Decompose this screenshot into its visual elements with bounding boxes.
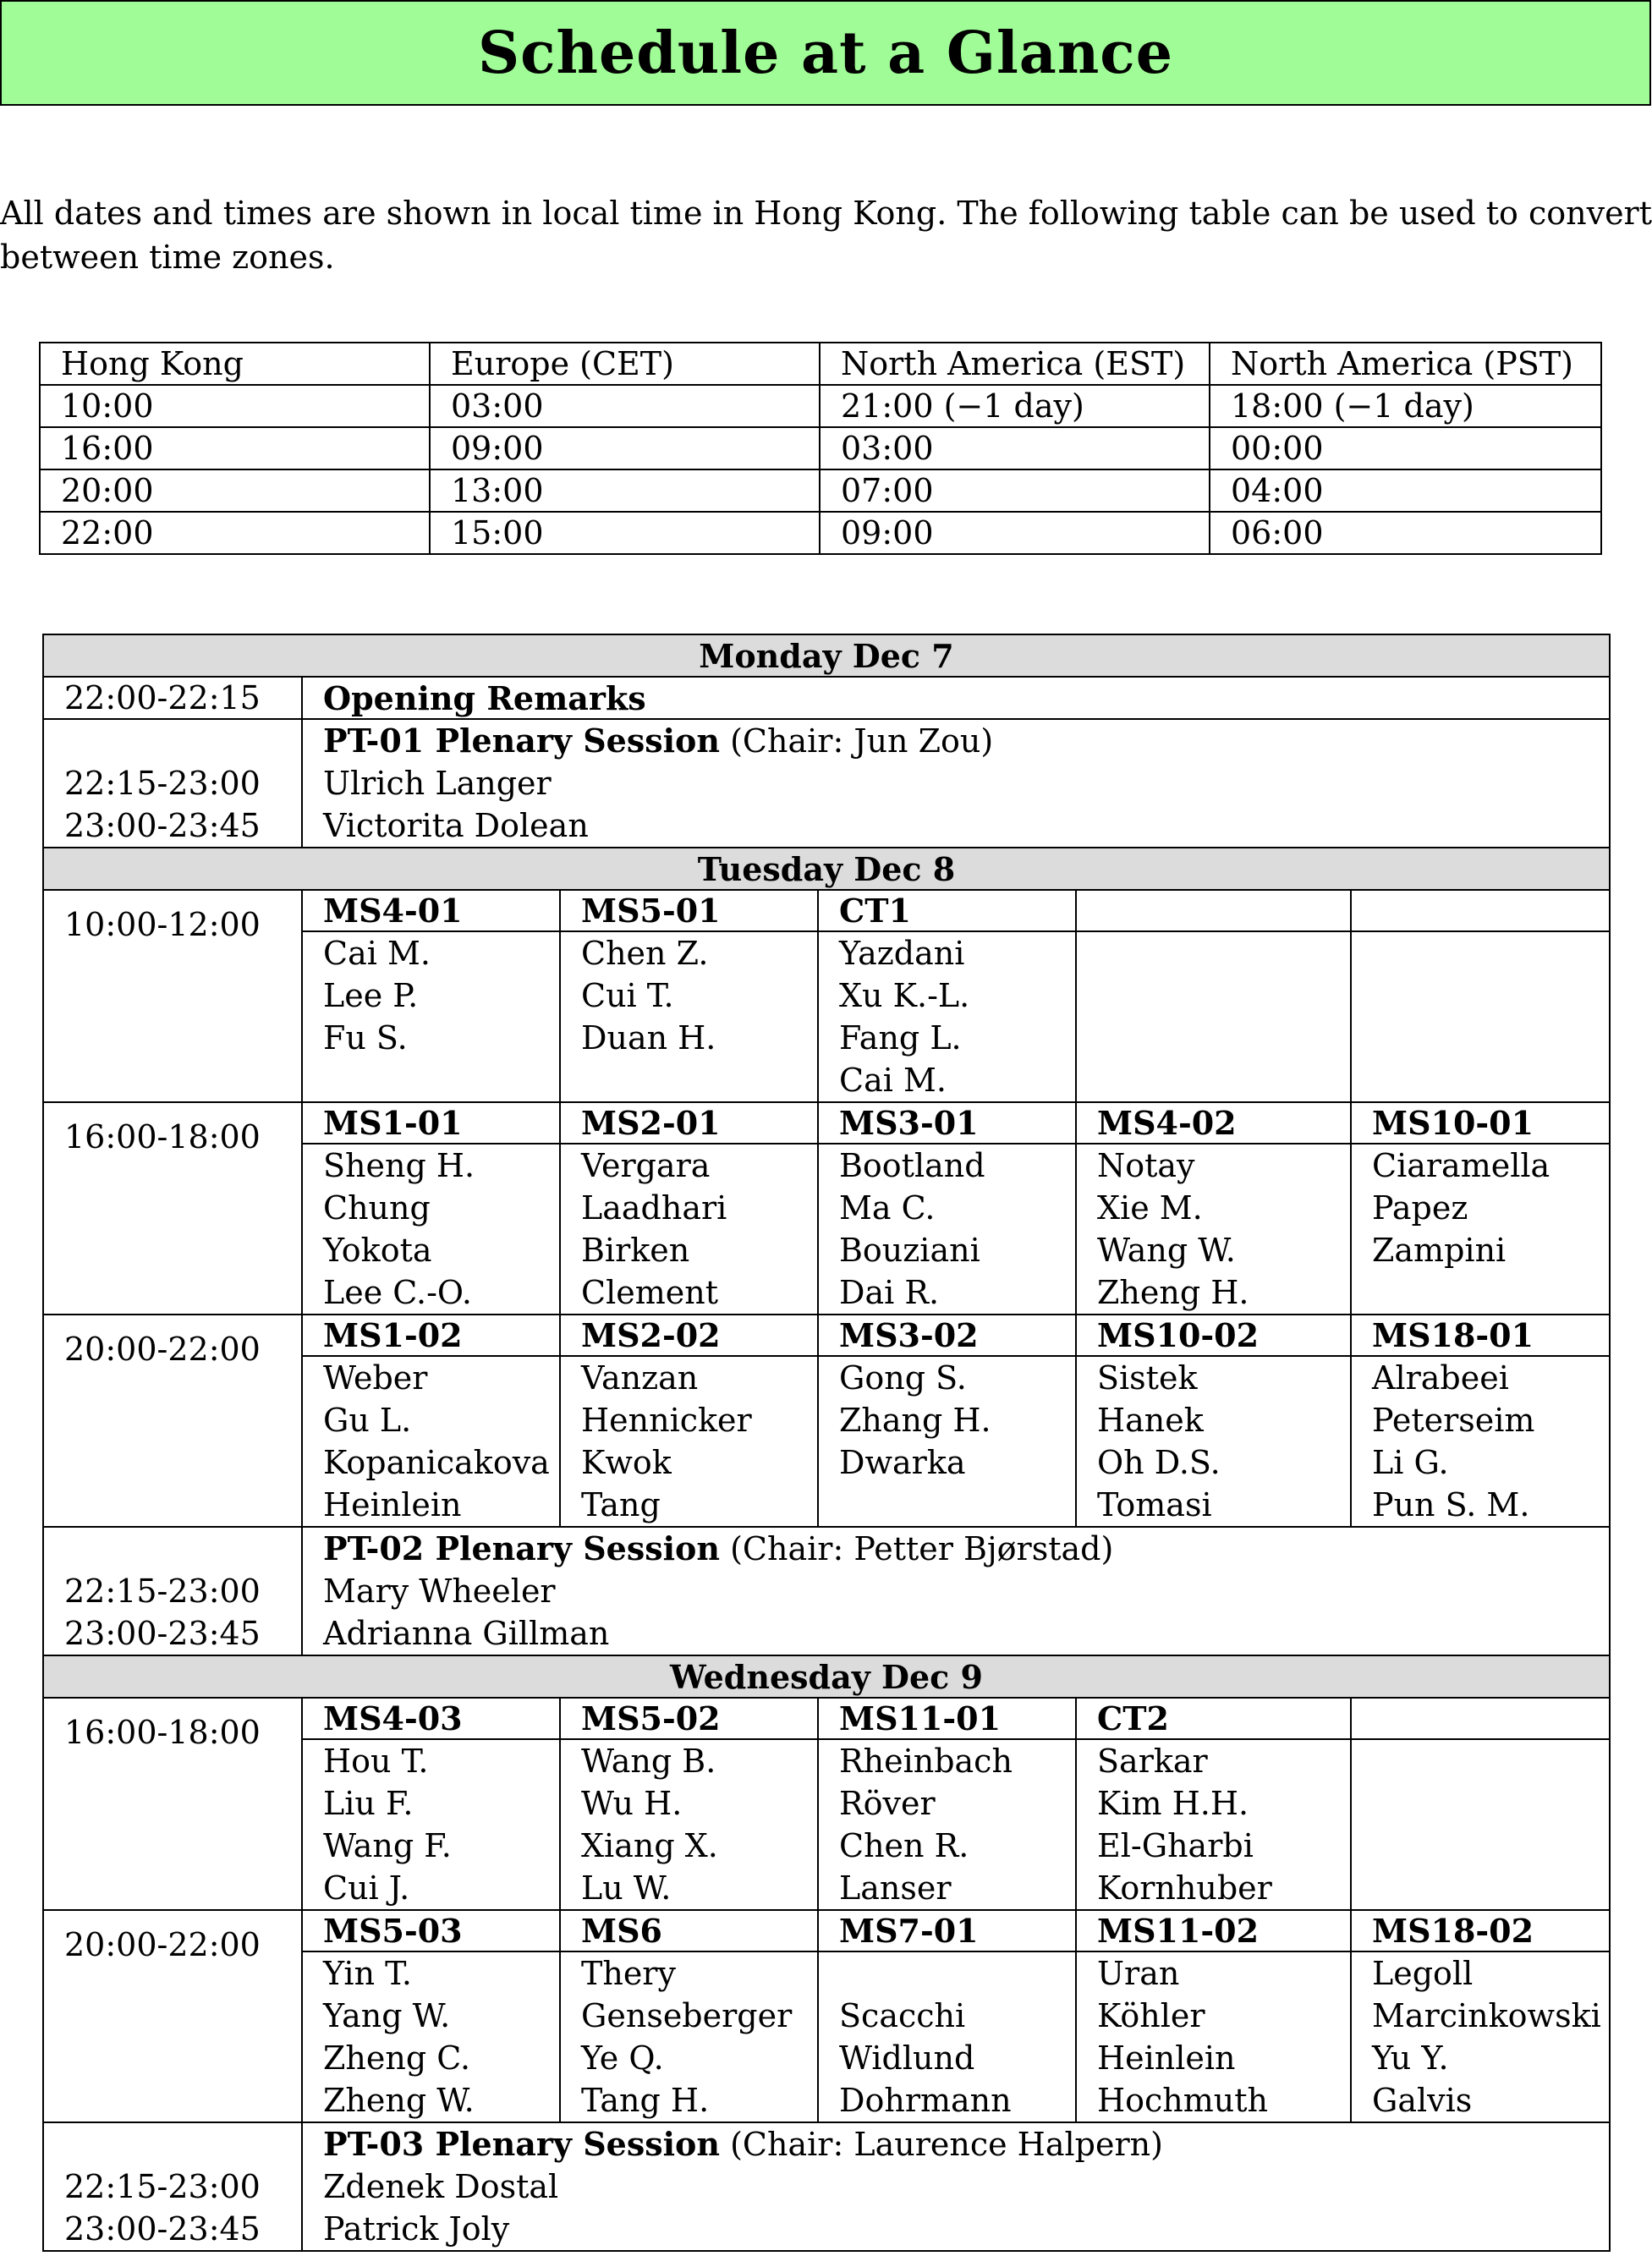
speaker-name: Alrabeei: [1372, 1359, 1509, 1397]
speaker-name: Yu Y.: [1372, 2039, 1449, 2077]
speaker-name: Heinlein: [1097, 2039, 1236, 2077]
speaker-name: Wang B.: [581, 1743, 716, 1780]
session-code: MS1-01: [302, 1102, 560, 1144]
speaker-name: El-Gharbi: [1097, 1827, 1254, 1864]
timezone-cell: 10:00: [40, 385, 430, 427]
speaker-name: Zhang H.: [839, 1402, 991, 1439]
session-time: 20:00-22:00: [43, 1315, 302, 1527]
speaker-name: Kwok: [581, 1444, 672, 1481]
speaker-name: Laadhari: [581, 1189, 727, 1227]
spacer: [64, 2123, 301, 2165]
timezone-cell: 13:00: [430, 469, 820, 512]
session-code: MS1-02: [302, 1315, 560, 1356]
plenary-cell: [302, 1527, 1610, 1655]
speaker-name: Lu W.: [581, 1869, 672, 1907]
speaker-name: Uran: [1097, 1955, 1180, 1992]
speaker-name: Clement: [581, 1274, 718, 1311]
timezone-cell: 09:00: [820, 512, 1210, 554]
day-header-row: [43, 1655, 1610, 1698]
session-speakers: [302, 1144, 560, 1315]
spacer: [64, 720, 301, 762]
session-speakers: [302, 1739, 560, 1910]
session-time: 16:00-18:00: [43, 1698, 302, 1910]
session-code: MS18-02: [1351, 1910, 1610, 1951]
session-speakers: [302, 1356, 560, 1527]
plenary-time-2: 23:00-23:45: [64, 1615, 261, 1652]
plenary-time-1: 22:15-23:00: [64, 765, 261, 802]
plenary-speaker: Victorita Dolean: [323, 807, 589, 844]
intro-paragraph: [0, 191, 1652, 279]
speaker-name: Yang W.: [323, 1997, 451, 2034]
speaker-name: Fang L.: [839, 1019, 962, 1057]
speaker-name: Marcinkowski: [1372, 1997, 1601, 2034]
speaker-name: Vanzan: [581, 1359, 699, 1397]
plenary-cell: [302, 2122, 1610, 2251]
plenary-time-1: 22:15-23:00: [64, 2168, 261, 2205]
session-speakers: [560, 1951, 818, 2122]
plenary-speaker: Adrianna Gillman: [323, 1615, 610, 1652]
plenary-speaker: Ulrich Langer: [323, 765, 552, 802]
speaker-name: Xiang X.: [581, 1827, 718, 1864]
speaker-name: Fu S.: [323, 1019, 408, 1057]
speaker-name: Dai R.: [839, 1274, 940, 1311]
speaker-name: Gong S.: [839, 1359, 967, 1397]
timezone-header-cell: North America (PST): [1210, 343, 1601, 385]
timezone-cell: 15:00: [430, 512, 820, 554]
speaker-name: Wang W.: [1097, 1232, 1236, 1269]
session-speakers: [1351, 1739, 1610, 1910]
plenary-title: [323, 720, 1609, 762]
plenary-time-cell: [43, 2122, 302, 2251]
intro-line-1: All dates and times are shown in local time in Hong Kong. The following table can be used to convert: [0, 195, 1652, 232]
speaker-name: Dwarka: [839, 1444, 966, 1481]
speaker-name: Weber: [323, 1359, 428, 1397]
session-code: CT1: [818, 890, 1076, 931]
session-code-row: [43, 1102, 1610, 1144]
speaker-name: Ma C.: [839, 1189, 936, 1227]
speaker-name: Notay: [1097, 1147, 1195, 1184]
speaker-name: Wu H.: [581, 1785, 683, 1822]
session-speakers: [302, 1951, 560, 2122]
speaker-name: Ciaramella: [1372, 1147, 1550, 1184]
session-code: MS10-02: [1076, 1315, 1351, 1356]
timezone-cell: 09:00: [430, 427, 820, 469]
speaker-name: Kim H.H.: [1097, 1785, 1249, 1822]
timezone-table: [39, 342, 1602, 555]
session-speakers: [818, 1951, 1076, 2122]
speaker-name: Liu F.: [323, 1785, 414, 1822]
speaker-name: Lee P.: [323, 977, 419, 1014]
day-header-row: [43, 848, 1610, 890]
speaker-name: Yin T.: [323, 1955, 412, 1992]
plenary-code: PT-03 Plenary Session: [323, 2125, 721, 2163]
plenary-chair: (Chair: Petter Bjørstad): [720, 1530, 1114, 1567]
speaker-name: Hou T.: [323, 1743, 429, 1780]
session-code-row: [43, 1315, 1610, 1356]
speaker-name: Zheng W.: [323, 2082, 475, 2119]
timezone-row: [40, 427, 1601, 469]
timezone-cell: 00:00: [1210, 427, 1601, 469]
speaker-name: Xu K.-L.: [839, 977, 970, 1014]
plenary-time-2: 23:00-23:45: [64, 807, 261, 844]
timezone-cell: 18:00 (−1 day): [1210, 385, 1601, 427]
speaker-name: Cai M.: [839, 1062, 947, 1099]
session-code: MS11-02: [1076, 1910, 1351, 1951]
session-code-row: [43, 1910, 1610, 1951]
opening-time: 22:00-22:15: [43, 677, 302, 719]
session-code: MS2-02: [560, 1315, 818, 1356]
session-speakers: [1351, 1356, 1610, 1527]
plenary-speaker: Patrick Joly: [323, 2210, 510, 2248]
speaker-name: [839, 1952, 1075, 1995]
spacer: [64, 1528, 301, 1570]
session-code: MS7-01: [818, 1910, 1076, 1951]
speaker-name: Galvis: [1372, 2082, 1473, 2119]
speaker-name: Tang: [581, 1486, 661, 1523]
speaker-name: Röver: [839, 1785, 936, 1822]
session-code: MS3-02: [818, 1315, 1076, 1356]
timezone-header-cell: North America (EST): [820, 343, 1210, 385]
speaker-name: Sarkar: [1097, 1743, 1208, 1780]
timezone-header-row: [40, 343, 1601, 385]
session-code: MS10-01: [1351, 1102, 1610, 1144]
session-speakers: [818, 1144, 1076, 1315]
session-speakers: [1076, 931, 1351, 1102]
session-code: MS4-02: [1076, 1102, 1351, 1144]
speaker-name: Chen Z.: [581, 935, 709, 972]
speaker-name: Vergara: [581, 1147, 711, 1184]
plenary-code: PT-01 Plenary Session: [323, 722, 721, 760]
day-header: Wednesday Dec 9: [43, 1655, 1610, 1698]
speaker-name: Rheinbach: [839, 1743, 1013, 1780]
page-title: Schedule at a Glance: [0, 0, 1651, 106]
timezone-cell: 21:00 (−1 day): [820, 385, 1210, 427]
speaker-name: Kopanicakova: [323, 1444, 550, 1481]
session-speakers: [1076, 1739, 1351, 1910]
session-speakers: [818, 1739, 1076, 1910]
speaker-name: Ye Q.: [581, 2039, 664, 2077]
plenary-row: [43, 2122, 1610, 2251]
schedule-table: [42, 634, 1611, 2252]
speaker-name: Lee C.-O.: [323, 1274, 472, 1311]
speaker-name: Bouziani: [839, 1232, 980, 1269]
session-time: 20:00-22:00: [43, 1910, 302, 2122]
speaker-name: Scacchi: [839, 1997, 966, 2034]
speaker-name: Heinlein: [323, 1486, 462, 1523]
speaker-name: Genseberger: [581, 1997, 793, 2034]
speaker-name: Li G.: [1372, 1444, 1449, 1481]
timezone-header-cell: Europe (CET): [430, 343, 820, 385]
session-code: MS4-03: [302, 1698, 560, 1739]
speaker-name: Sistek: [1097, 1359, 1198, 1397]
plenary-code: PT-02 Plenary Session: [323, 1529, 721, 1567]
session-speakers: [302, 931, 560, 1102]
session-speakers: [560, 1356, 818, 1527]
speaker-name: Lanser: [839, 1869, 952, 1907]
timezone-cell: 03:00: [430, 385, 820, 427]
timezone-cell: 04:00: [1210, 469, 1601, 512]
session-time: 16:00-18:00: [43, 1102, 302, 1315]
speaker-name: Hanek: [1097, 1402, 1204, 1439]
speaker-name: Gu L.: [323, 1402, 412, 1439]
plenary-time-cell: [43, 719, 302, 848]
speaker-name: Cui J.: [323, 1869, 410, 1907]
speaker-name: Zheng C.: [323, 2039, 471, 2077]
session-code: MS18-01: [1351, 1315, 1610, 1356]
session-code: MS5-03: [302, 1910, 560, 1951]
session-speakers: [1351, 931, 1610, 1102]
speaker-name: Tang H.: [581, 2082, 710, 2119]
timezone-cell: 07:00: [820, 469, 1210, 512]
plenary-title: [323, 2123, 1609, 2165]
session-time: 10:00-12:00: [43, 890, 302, 1102]
opening-title: Opening Remarks: [302, 677, 1610, 719]
session-code: MS3-01: [818, 1102, 1076, 1144]
timezone-cell: 20:00: [40, 469, 430, 512]
session-code: [1076, 890, 1351, 931]
plenary-row: [43, 1527, 1610, 1655]
session-code: MS11-01: [818, 1698, 1076, 1739]
speaker-name: Wang F.: [323, 1827, 452, 1864]
plenary-speaker: Zdenek Dostal: [323, 2168, 559, 2205]
session-speakers: [560, 931, 818, 1102]
timezone-row: [40, 469, 1601, 512]
speaker-name: Thery: [581, 1955, 676, 1992]
day-header: Tuesday Dec 8: [43, 848, 1610, 890]
timezone-cell: 22:00: [40, 512, 430, 554]
session-code: MS5-02: [560, 1698, 818, 1739]
speaker-name: Zampini: [1372, 1232, 1507, 1269]
speaker-name: Bootland: [839, 1147, 985, 1184]
speaker-name: Sheng H.: [323, 1147, 475, 1184]
session-speakers: [1076, 1951, 1351, 2122]
session-speakers: [1351, 1144, 1610, 1315]
speaker-name: Legoll: [1372, 1955, 1474, 1992]
session-speakers: [560, 1144, 818, 1315]
session-speakers: [1076, 1144, 1351, 1315]
speaker-name: Dohrmann: [839, 2082, 1012, 2119]
speaker-name: Chen R.: [839, 1827, 969, 1864]
session-speakers: [1351, 1951, 1610, 2122]
speaker-name: Köhler: [1097, 1997, 1205, 2034]
speaker-name: Zheng H.: [1097, 1274, 1249, 1311]
speaker-name: Hochmuth: [1097, 2082, 1269, 2119]
speaker-name: Xie M.: [1097, 1189, 1203, 1227]
speaker-name: Peterseim: [1372, 1402, 1535, 1439]
plenary-title: [323, 1528, 1609, 1570]
plenary-speaker: Mary Wheeler: [323, 1573, 556, 1610]
intro-line-2: between time zones.: [0, 239, 335, 276]
session-speakers: [560, 1739, 818, 1910]
day-header: Monday Dec 7: [43, 634, 1610, 677]
session-code-row: [43, 890, 1610, 931]
timezone-cell: 06:00: [1210, 512, 1601, 554]
speaker-name: Tomasi: [1097, 1486, 1212, 1523]
speaker-name: Kornhuber: [1097, 1869, 1272, 1907]
opening-row: [43, 677, 1610, 719]
speaker-name: Cui T.: [581, 977, 674, 1014]
session-code: CT2: [1076, 1698, 1351, 1739]
speaker-name: Oh D.S.: [1097, 1444, 1221, 1481]
session-speakers: [1076, 1356, 1351, 1527]
speaker-name: Widlund: [839, 2039, 975, 2077]
session-code: [1351, 1698, 1610, 1739]
session-code: MS4-01: [302, 890, 560, 931]
speaker-name: Hennicker: [581, 1402, 752, 1439]
timezone-row: [40, 512, 1601, 554]
plenary-chair: (Chair: Laurence Halpern): [720, 2126, 1163, 2163]
plenary-cell: [302, 719, 1610, 848]
session-code: MS6: [560, 1910, 818, 1951]
speaker-name: Birken: [581, 1232, 690, 1269]
speaker-name: Yazdani: [839, 935, 965, 972]
session-speakers: [818, 1356, 1076, 1527]
timezone-cell: 03:00: [820, 427, 1210, 469]
timezone-row: [40, 385, 1601, 427]
session-speakers: [818, 931, 1076, 1102]
timezone-cell: 16:00: [40, 427, 430, 469]
plenary-time-cell: [43, 1527, 302, 1655]
speaker-name: Yokota: [323, 1232, 432, 1269]
timezone-header-cell: Hong Kong: [40, 343, 430, 385]
day-header-row: [43, 634, 1610, 677]
plenary-time-1: 22:15-23:00: [64, 1573, 261, 1610]
session-code: MS2-01: [560, 1102, 818, 1144]
plenary-chair: (Chair: Jun Zou): [720, 722, 994, 760]
session-code-row: [43, 1698, 1610, 1739]
speaker-name: Papez: [1372, 1189, 1468, 1227]
session-code: [1351, 890, 1610, 931]
session-code: MS5-01: [560, 890, 818, 931]
speaker-name: Cai M.: [323, 935, 431, 972]
speaker-name: Pun S. M.: [1372, 1486, 1530, 1523]
plenary-time-2: 23:00-23:45: [64, 2210, 261, 2248]
speaker-name: Chung: [323, 1189, 431, 1227]
plenary-row: [43, 719, 1610, 848]
speaker-name: Duan H.: [581, 1019, 716, 1057]
